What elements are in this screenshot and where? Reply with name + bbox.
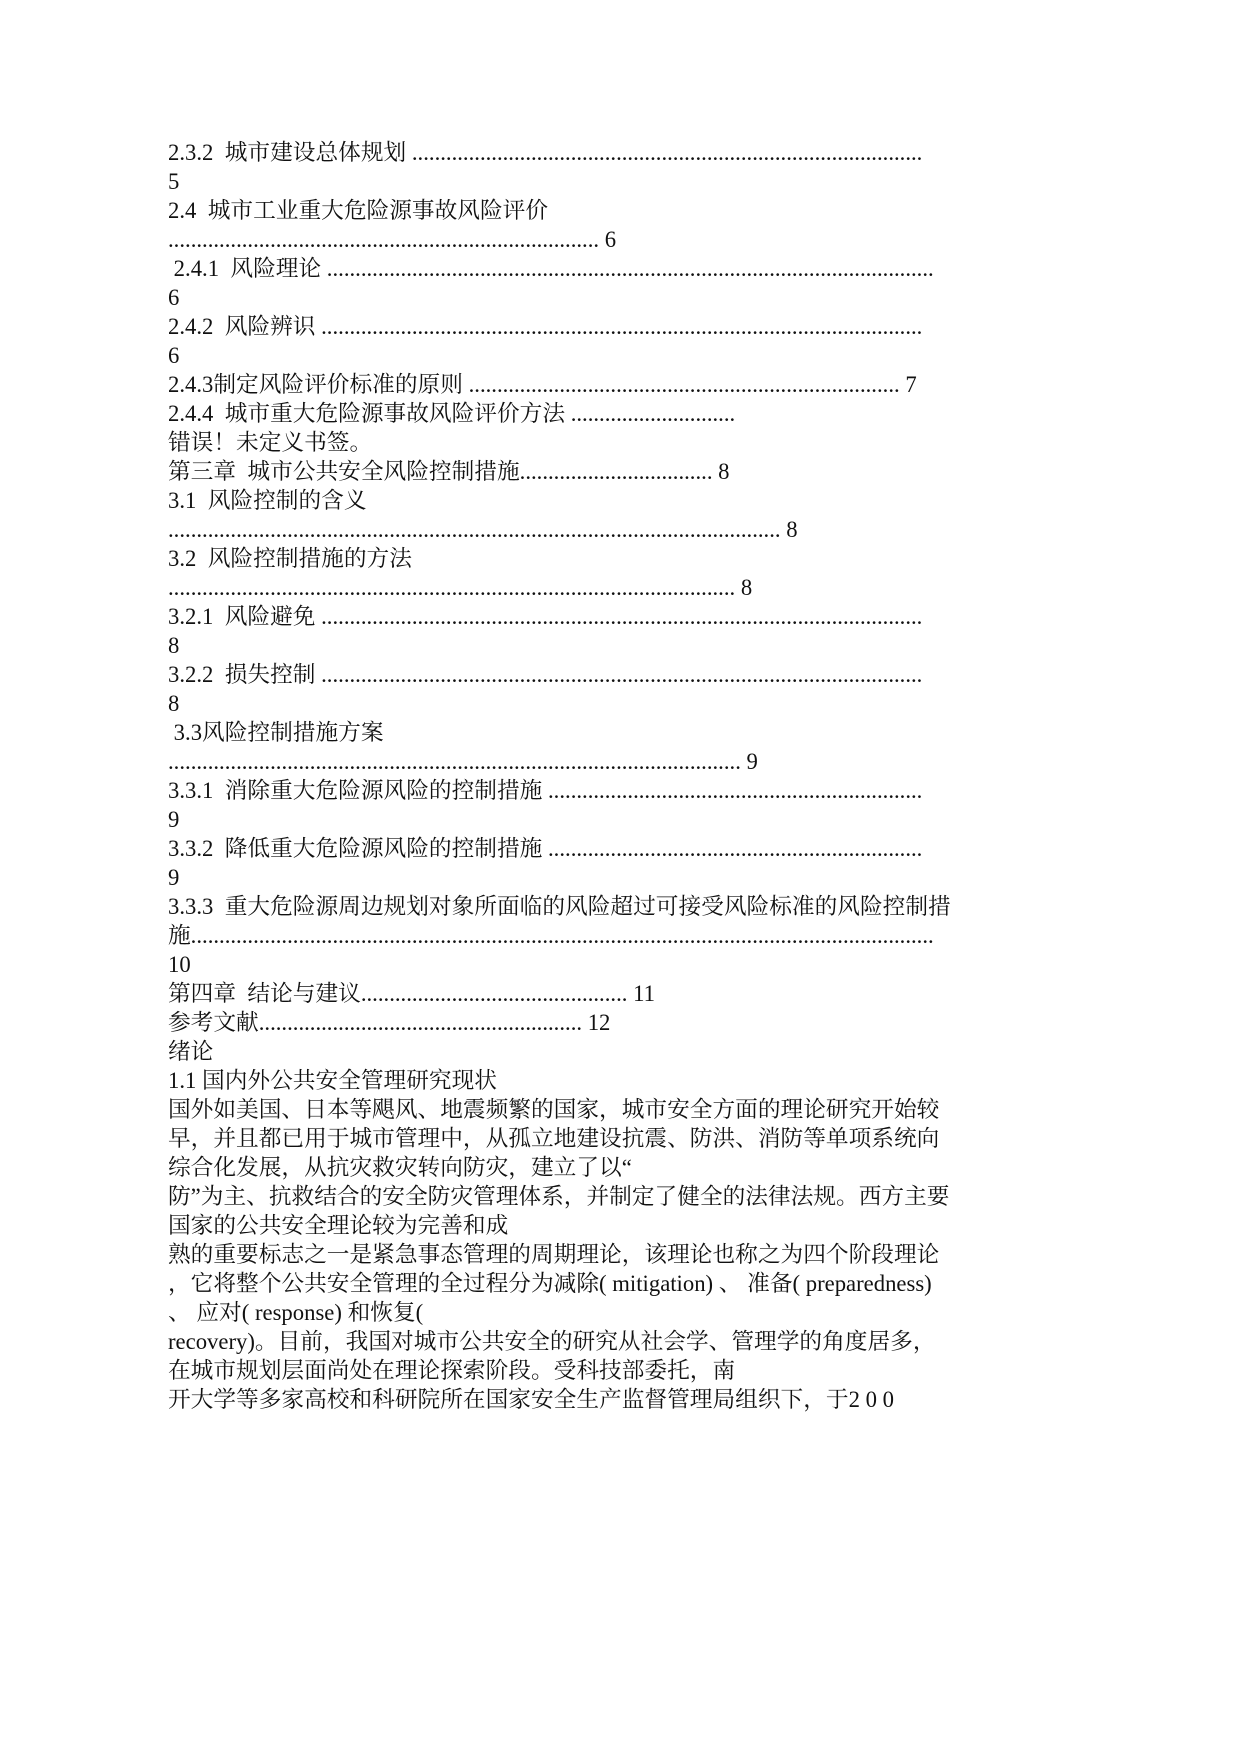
toc-page-number: 10 [168, 952, 191, 977]
toc-line: 2.4 城市工业重大危险源事故风险评价 [168, 198, 549, 223]
toc-line: 3.3.3 重大危险源周边规划对象所面临的风险超过可接受风险标准的风险控制措 [168, 894, 951, 919]
toc-entry [168, 602, 1208, 660]
toc-entry [168, 399, 1208, 457]
toc-page-number: 9 [168, 865, 180, 890]
paragraph-line: 早，并且都已用于城市管理中，从孤立地建设抗震、防洪、消防等单项系统向 [168, 1126, 940, 1151]
toc-entry [168, 1008, 1208, 1037]
toc-leader-line: ..................................................................................................... 9 [168, 749, 758, 774]
subsection-heading: 1.1 国内外公共安全管理研究现状 [168, 1068, 497, 1093]
paragraph-line: 熟的重要标志之一是紧急事态管理的周期理论，该理论也称之为四个阶段理论 [168, 1242, 940, 1267]
toc-entry [168, 660, 1208, 718]
toc-line: 3.2.2 损失控制 .......................................................................................................... [168, 662, 923, 687]
paragraph-line: 、 应对( response) 和恢复( [168, 1300, 424, 1325]
toc-page-number: 8 [168, 633, 180, 658]
paragraph-line: 综合化发展，从抗灾救灾转向防灾，建立了以“ [168, 1155, 632, 1180]
toc-line: 2.4.2 风险辨识 .......................................................................................................... [168, 314, 923, 339]
toc-page-number: 5 [168, 169, 180, 194]
toc-entry [168, 312, 1208, 370]
toc-line: 3.2 风险控制措施的方法 [168, 546, 412, 571]
paragraph-line: 防”为主、抗救结合的安全防灾管理体系，并制定了健全的法律法规。西方主要 [168, 1184, 950, 1209]
toc-entry [168, 196, 1208, 254]
toc-page-number: 6 [168, 285, 180, 310]
paragraph-line: 国外如美国、日本等飓风、地震频繁的国家，城市安全方面的理论研究开始较 [168, 1097, 940, 1122]
toc-entry [168, 979, 1208, 1008]
paragraph-line: ，它将整个公共安全管理的全过程分为减除( mitigation) 、 准备( preparedness) [168, 1271, 932, 1296]
toc-line: 3.3风险控制措施方案 [168, 720, 384, 745]
paragraph-line: 开大学等多家高校和科研院所在国家安全生产监督管理局组织下，于2 0 0 [168, 1387, 894, 1412]
toc-entry [168, 138, 1208, 196]
toc-line: 3.3.1 消除重大危险源风险的控制措施 .................................................................. [168, 778, 923, 803]
paragraph-line: recovery)。目前，我国对城市公共安全的研究从社会学、管理学的角度居多， [168, 1329, 936, 1354]
toc-entry [168, 892, 1208, 979]
toc-page-number: 8 [168, 691, 180, 716]
body-paragraph [168, 1095, 1208, 1414]
toc-chapter-line: 第四章 结论与建议............................................... 11 [168, 981, 655, 1006]
toc-page-number: 9 [168, 807, 180, 832]
toc-error-text: 错误！未定义书签。 [168, 430, 373, 455]
toc-line: 3.3.2 降低重大危险源风险的控制措施 .................................................................. [168, 836, 923, 861]
toc-line: 2.4.1 风险理论 ........................................................................................................... [168, 256, 934, 281]
toc-leader-line: ............................................................................................................ 8 [168, 517, 798, 542]
toc-references-line: 参考文献......................................................... 12 [168, 1010, 611, 1035]
paragraph-line: 在城市规划层面尚处在理论探索阶段。受科技部委托，南 [168, 1358, 736, 1383]
toc-line-continuation: 施................................................................................................................................... [168, 923, 934, 948]
paragraph-line: 国家的公共安全理论较为完善和成 [168, 1213, 509, 1238]
table-of-contents [168, 138, 1208, 1037]
toc-page-number: 6 [168, 343, 180, 368]
toc-entry [168, 254, 1208, 312]
toc-entry [168, 776, 1208, 834]
toc-line: 2.3.2 城市建设总体规划 .......................................................................................... [168, 140, 923, 165]
toc-leader-line: .................................................................................................... 8 [168, 575, 753, 600]
toc-entry [168, 457, 1208, 486]
toc-line: 2.4.3制定风险评价标准的原则 ............................................................................ 7 [168, 372, 917, 397]
toc-leader-line: ............................................................................ 6 [168, 227, 617, 252]
toc-entry [168, 370, 1208, 399]
toc-chapter-line: 第三章 城市公共安全风险控制措施.................................. 8 [168, 459, 730, 484]
toc-line: 3.2.1 风险避免 .......................................................................................................... [168, 604, 923, 629]
toc-entry [168, 486, 1208, 544]
toc-entry [168, 718, 1208, 776]
page-content [168, 138, 1208, 1414]
section-heading: 绪论 [168, 1039, 214, 1064]
toc-line: 3.1 风险控制的含义 [168, 488, 367, 513]
toc-line: 2.4.4 城市重大危险源事故风险评价方法 ............................. [168, 401, 736, 426]
toc-entry [168, 834, 1208, 892]
toc-entry [168, 544, 1208, 602]
